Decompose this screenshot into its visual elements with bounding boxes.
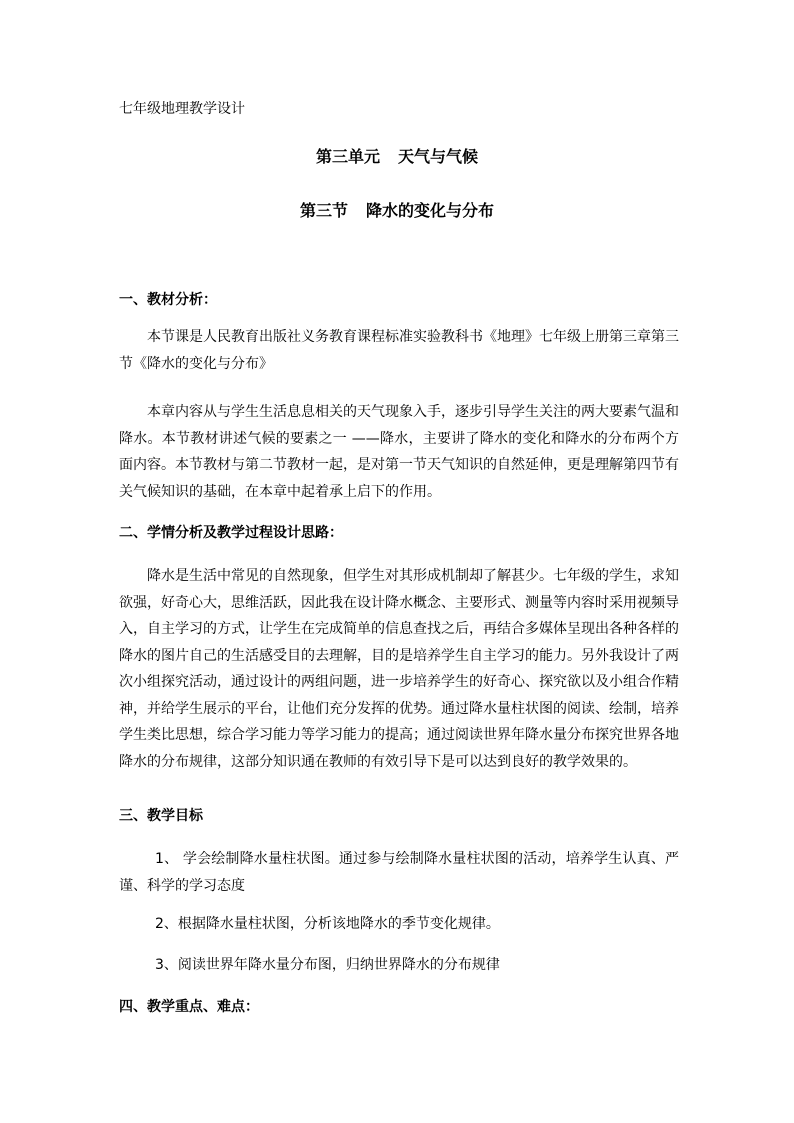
unit-number: 第三单元: [315, 147, 380, 166]
unit-title: [0, 146, 794, 168]
paragraph-learner-analysis: 降水是生活中常见的自然现象，但学生对其形成机制却了解甚少。七年级的学生，求知欲强，好奇心大，思维活跃，因此我在设计降水概念、主要形式、测量等内容时采用视频导入，自主学习的方式，让学生在完成简单的信息查找之后，再结合多媒体呈现出各种各样的降水的图片自己的生活感受目的去理解，目的是培养学生自主学习的能力。另外我设计了两次小组探究活动，通过设计的两组问题，进一步培养学生的好奇心、探究欲以及小组合作精神，并给学生展示的平台，让他们充分发挥的优势。通过降水量柱状图的阅读、绘制，培养学生类比思想，综合学习能力等学习能力的提高；通过阅读世界年降水量分布探究世界各地降水的分布规律，这部分知识通在教师的有效引导下是可以达到良好的教学效果的。: [119, 568, 679, 770]
section-name: 降水的变化与分布: [366, 201, 495, 220]
document-header: 七年级地理教学设计: [119, 101, 245, 117]
objective-item-1: 1、 学会绘制降水量柱状图。通过参与绘制降水量柱状图的活动，培养学生认真、严谨、科学的学习态度: [119, 851, 679, 894]
heading-learner-analysis: 二、学情分析及教学过程设计思路：: [119, 525, 343, 541]
section-title: [0, 200, 794, 222]
heading-teaching-objectives: 三、教学目标: [119, 808, 203, 824]
section-number: 第三节: [299, 201, 348, 220]
paragraph-chapter-content: 本章内容从与学生生活息息相关的天气现象入手，逐步引导学生关注的两大要素气温和降水。本节教材讲述气候的要素之一 ——降水，主要讲了降水的变化和降水的分布两个方面内容。本节教材与第二节教材一起，是对第一节天气知识的自然延伸，更是理解第四节有关气候知识的基础，在本章中起着承上启下的作用。: [119, 404, 679, 500]
objective-item-2: 2、根据降水量柱状图，分析该地降水的季节变化规律。: [155, 916, 500, 932]
paragraph-textbook-source: 本节课是人民教育出版社义务教育课程标准实验教科书《地理》七年级上册第三章第三节《降水的变化与分布》: [119, 329, 679, 372]
heading-key-points: 四、教学重点、难点：: [119, 999, 259, 1015]
unit-name: 天气与气候: [398, 147, 479, 166]
objective-item-3: 3、阅读世界年降水量分布图，归纳世界降水的分布规律: [155, 957, 500, 973]
heading-textbook-analysis: 一、教材分析：: [119, 292, 217, 308]
